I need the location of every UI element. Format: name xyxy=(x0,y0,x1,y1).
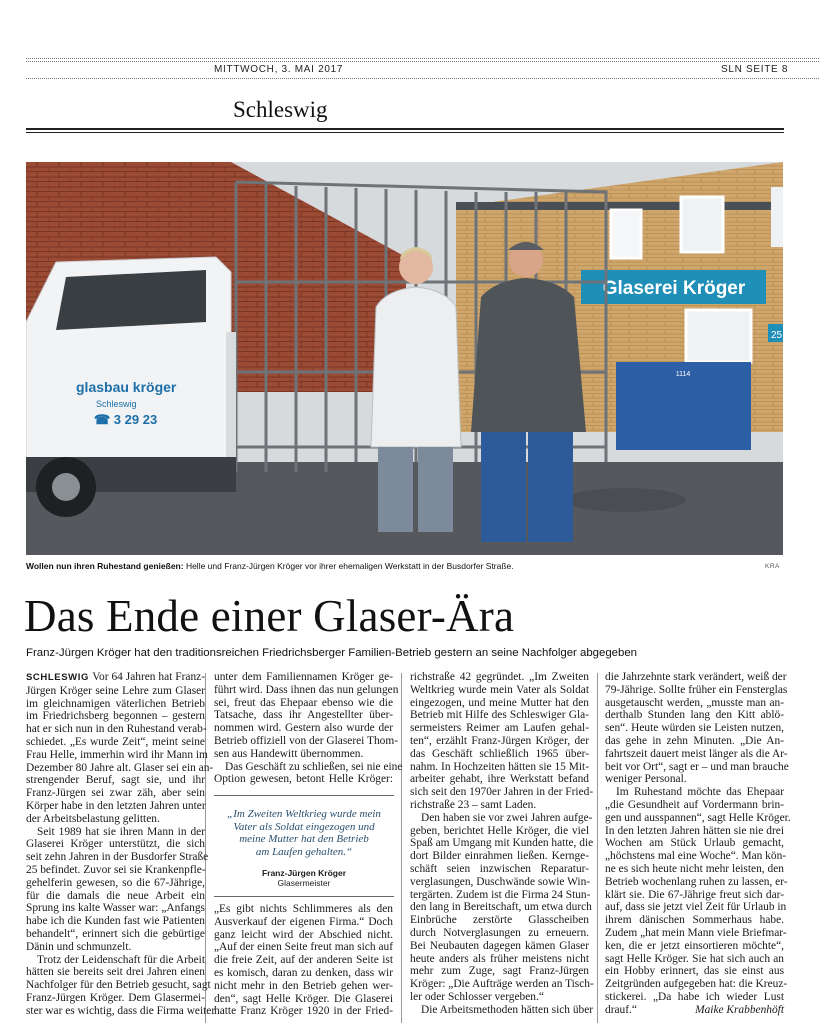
house-number: 25 xyxy=(771,330,783,341)
text-line: Dänin und schmunzelt. xyxy=(26,940,132,953)
text-line: verglasungen, Duschwände sowie Win- xyxy=(410,875,591,888)
text-line: Betrieb offiziell von der Glaserei Thom- xyxy=(214,734,398,747)
text-line: die freie Zeit, auf der anderen Seite ist xyxy=(214,954,393,967)
text-line: es komisch, daran zu denken, dass wir xyxy=(214,966,393,979)
text-line: Betrieb wochenlang ruhen zu lassen, er- xyxy=(605,875,788,888)
text-line: Kröger: „Die Aufträge werden an Tisch- xyxy=(410,978,594,991)
text-line: klärt sie. Die 67-Jährige freut sich dar- xyxy=(605,888,784,901)
text-line: seit zehn Jahren in der Busdorfer Straße xyxy=(26,851,209,864)
text-line: „Auf der einen Seite freut man sich auf xyxy=(214,941,393,954)
text-line: das gehe in zehn Minuten. „Die An- xyxy=(605,734,784,747)
shop-sign: Glaserei Kröger xyxy=(602,278,746,299)
text-line: Option gewesen, betont Helle Kröger: xyxy=(214,773,393,786)
pull-quote-text xyxy=(214,808,394,858)
container-number: 1114 xyxy=(675,371,691,378)
text-line: In den letzten Jahren hätten sie nie drei xyxy=(605,824,784,837)
text-line: führt wird. Dass ihnen das nun gelungen xyxy=(214,683,399,696)
text-line: Franz-Jürgen sei zwar zäh, aber sein xyxy=(26,787,205,800)
text-line: ein Hobby erinnert, das sie einst aus xyxy=(605,965,784,978)
text-line: beit vor Ort“, sagt er – und man brauche xyxy=(605,760,789,773)
pull-quote-author: Franz-Jürgen Kröger xyxy=(261,868,347,878)
text-line: gehelferin gewesen, so die 67-Jährige, xyxy=(26,876,205,889)
text-line: sich seit den 1970er Jahren in der Fried- xyxy=(410,786,594,799)
text-line: Den haben sie vor zwei Jahren aufge- xyxy=(421,811,593,824)
text-line: SCHLESWIG Vor 64 Jahren hat Franz- xyxy=(26,671,206,683)
text-line: Das Geschäft zu schließen, sei nie eine xyxy=(225,760,403,773)
text-line: ster war es wichtig, dass die Firma weiter xyxy=(26,1004,216,1017)
text-line: Bei Neubauten dagegen kämen Glaser xyxy=(410,939,589,952)
text-line: sei, freut das Ehepaar ebenso wie die xyxy=(214,696,393,709)
text-line: eingezogen, und meine Mutter hat den xyxy=(410,696,589,709)
text-line: 25 befindet. Zuvor sei sie Krankenpfle- xyxy=(26,863,206,876)
article-headline: Das Ende einer Glaser-Ära xyxy=(24,591,515,641)
text-line: nommen wird. Gestern also wurde der xyxy=(214,722,393,735)
text-line: 79-Jährige. Sollte früher ein Fensterglas xyxy=(605,683,788,696)
text-line: ganz leicht wird der Abschied nicht. xyxy=(214,928,393,941)
text-line: geben, berichtet Helle Kröger, die viel xyxy=(410,824,589,837)
text-line: Zeitgründen aufgegeben hat: die Kreuz- xyxy=(605,978,788,991)
pull-quote-line: am Laufen gehalten.“ xyxy=(255,845,353,858)
text-line: Wochen am Stück Urlaub gemacht, xyxy=(605,837,784,850)
truck-city: Schleswig xyxy=(96,399,137,409)
article-column-1 xyxy=(26,671,216,1018)
text-line: Dezember 80 Jahre alt. Glaser sei ein an- xyxy=(26,761,214,774)
text-line: unter dem Familiennamen Kröger ge- xyxy=(214,671,393,683)
text-line: Tatsache, dass ihr Angestellter über- xyxy=(214,709,393,722)
text-line: weniger Personal. xyxy=(605,773,687,786)
photo-caption xyxy=(26,561,514,571)
text-line: hat er sich nun in den Ruhestand verab- xyxy=(26,723,207,736)
text-line: Nachfolger für den Betrieb gesucht, sagt xyxy=(26,979,211,992)
text-line: dort Bilder einrahmen ließen. Kernge- xyxy=(410,850,589,863)
pull-quote xyxy=(214,795,394,897)
header-rule-top xyxy=(26,58,819,59)
section-rule xyxy=(26,128,784,130)
text-line: hatte Franz Kröger 1920 in der Fried- xyxy=(214,1005,393,1018)
text-line: richstraße 23 – samt Laden. xyxy=(410,798,537,811)
text-line: richstraße 42 gegründet. „Im Zweiten xyxy=(410,671,589,683)
text-line: tergärten. Zudem ist die Firma 24 Stun- xyxy=(410,888,591,901)
section-rule-thin xyxy=(26,132,784,133)
pull-quote-line: Vater als Soldat eingezogen und xyxy=(233,820,375,833)
text-line: Die Arbeitsmethoden hätten sich über xyxy=(421,1003,594,1016)
photo-credit: KRA xyxy=(765,563,780,570)
text-line: drauf.“ Maike Krabbenhöft xyxy=(605,1003,784,1016)
text-line: schäft seien inzwischen Reparatur- xyxy=(410,862,589,875)
text-line: Jürgen Kröger seine Lehre zum Glaser xyxy=(26,684,205,697)
text-line: im gleichnamigen väterlichen Betrieb xyxy=(26,697,205,710)
text-line: Spaß am Umgang mit Kunden hatte, die xyxy=(410,837,594,850)
truck-brand: glasbau kröger xyxy=(76,379,177,395)
text-line: „Es gibt nichts Schlimmeres als den xyxy=(214,903,393,915)
text-line: nahm. In Hochzeiten hätten sie 15 Mit- xyxy=(410,760,589,773)
photo-illustration xyxy=(26,162,783,555)
text-line: sermeisters Reimer am Laufen gehal- xyxy=(410,722,589,735)
text-line: fahrtszeit dauert meist länger als die Ar- xyxy=(605,747,788,760)
text-line: sagt Helle Kröger. Sie hat sich auch an xyxy=(605,952,784,965)
text-line: auf, dass sie jetzt viel Zeit für Urlaub in xyxy=(605,901,787,914)
text-line: „die Gesundheit auf Vordermann brin- xyxy=(605,798,784,811)
header-rule-top-2 xyxy=(26,61,819,62)
article-column-4 xyxy=(605,671,791,1017)
text-line: Weltkrieg wurde mein Vater als Soldat xyxy=(410,683,589,696)
text-line: arbeiter gehabt, ihre Werkstatt befand xyxy=(410,773,589,786)
header-rule-bottom xyxy=(26,78,819,79)
text-line: den lang in Bereitschaft, um etwa durch xyxy=(410,901,592,914)
pull-quote-line: „Im Zweiten Weltkrieg wurde mein xyxy=(227,808,381,820)
text-line: strengender Beruf, sagt sie, und ihr xyxy=(26,774,205,787)
article-column-3 xyxy=(410,671,594,1017)
caption-lead: Wollen nun ihren Ruhestand genießen: xyxy=(26,561,184,571)
text-line: ten“, erzählt Franz-Jürgen Kröger, der xyxy=(410,734,589,747)
pull-quote-line: meine Mutter hat den Betrieb xyxy=(239,833,369,845)
text-line: Trotz der Leidenschaft für die Arbeit xyxy=(37,953,205,966)
text-line: Körper habe in den letzten Jahren unter xyxy=(26,799,206,812)
section-title: Schleswig xyxy=(233,97,328,122)
text-line: heute anders als früher meistens nicht xyxy=(410,952,589,965)
text-line: den“, sagt Helle Kröger. Die Glaserei xyxy=(214,992,393,1005)
issue-date: MITTWOCH, 3. MAI 2017 xyxy=(214,64,344,75)
column-rule-3 xyxy=(597,673,598,1023)
text-line: ler oder Schlosser vergeben.“ xyxy=(410,990,544,1003)
text-line: schiedet. „Es wurde Zeit“, meint seine xyxy=(26,735,205,748)
text-line: ihrem dänischen Sommerhaus habe. xyxy=(605,914,784,927)
text-line: im Friedrichsberg begonnen – gestern xyxy=(26,710,205,723)
text-line: sen aus Handewitt übernommen. xyxy=(214,747,364,760)
text-line: habe ich die Kunden fast wie Patienten xyxy=(26,915,205,928)
text-line: Sprung ins kalte Wasser war: „Anfangs xyxy=(26,902,205,915)
text-line: nicht mehr in den Betrieb gehen wer- xyxy=(214,979,393,992)
pull-quote-role: Glasermeister xyxy=(277,878,331,888)
text-line: ne es sich heute nicht mehr leisten, den xyxy=(605,862,784,875)
text-line: hätten sie bereits seit drei Jahren einen xyxy=(26,966,205,979)
text-line: für die damals die neue Arbeit ein xyxy=(26,889,205,902)
text-line: Einbrüche zerstörte Glasscheiben xyxy=(410,914,589,927)
text-line: ken, die er jetzt einsortieren möchte“, xyxy=(605,939,784,952)
text-line: behandelt“, erinnert sich die gebürtige xyxy=(26,927,205,940)
author-byline: Maike Krabbenhöft xyxy=(695,1003,784,1016)
column-rule-2 xyxy=(401,673,402,1023)
text-line: Seit 1989 hat sie ihren Mann in der xyxy=(37,825,205,838)
article-deck: Franz-Jürgen Kröger hat den traditionsreichen Friedrichsberger Familien-Betrieb gestern an seine Nachfolger abgegeben xyxy=(26,647,638,659)
text-line: Im Ruhestand möchte das Ehepaar xyxy=(616,786,784,799)
truck-phone: ☎ 3 29 23 xyxy=(94,412,158,427)
text-line: ausgetauscht werden, „musste man an- xyxy=(605,696,784,709)
text-line: „höchstens mal eine Woche“. Man kön- xyxy=(605,850,787,863)
article-column-2-top xyxy=(214,671,403,786)
dateline: SCHLESWIG xyxy=(26,672,93,683)
text-line: Ausverkauf der eigenen Firma.“ Doch xyxy=(214,915,393,928)
text-line: stickerei. „Da habe ich wieder Lust xyxy=(605,990,784,1003)
caption-text: Helle und Franz-Jürgen Kröger vor ihrer ehemaligen Werkstatt in der Busdorfer Straße. xyxy=(183,561,514,571)
text-line: der Arbeitsbelastung gelitten. xyxy=(26,812,160,825)
text-line: Zudem „hat mein Mann viele Briefmar- xyxy=(605,926,787,939)
text-line: Betrieb mit Hilfe des Schleswiger Gla- xyxy=(410,709,589,722)
text-line: durch Notverglasungen zu erneuern. xyxy=(410,926,589,939)
text-line: Frau Helle, immerhin wird ihr Mann im xyxy=(26,748,208,761)
text-line: das Geschäft schließlich 1965 über- xyxy=(410,747,589,760)
text-line: sen“. Heute würden sie Leisten nutzen, xyxy=(605,722,784,735)
text-line: mehr zum Zuge, sagt Franz-Jürgen xyxy=(410,965,589,978)
text-line: Franz-Jürgen Kröger. Dem Glasermei- xyxy=(26,991,205,1004)
article-photo xyxy=(26,162,783,555)
text-line: gen und ausspannen“, sagt Helle Kröger. xyxy=(605,811,791,824)
text-line: Glaserei Kröger unterstützt, die sich xyxy=(26,838,205,851)
text-line: die Jahrzehnte stark verändert, weiß der xyxy=(605,671,787,683)
text-line: derthalb Stunden lang den Kitt ablö- xyxy=(605,709,784,722)
article-column-2-bottom xyxy=(214,903,393,1018)
page-number: SLN SEITE 8 xyxy=(721,64,789,75)
